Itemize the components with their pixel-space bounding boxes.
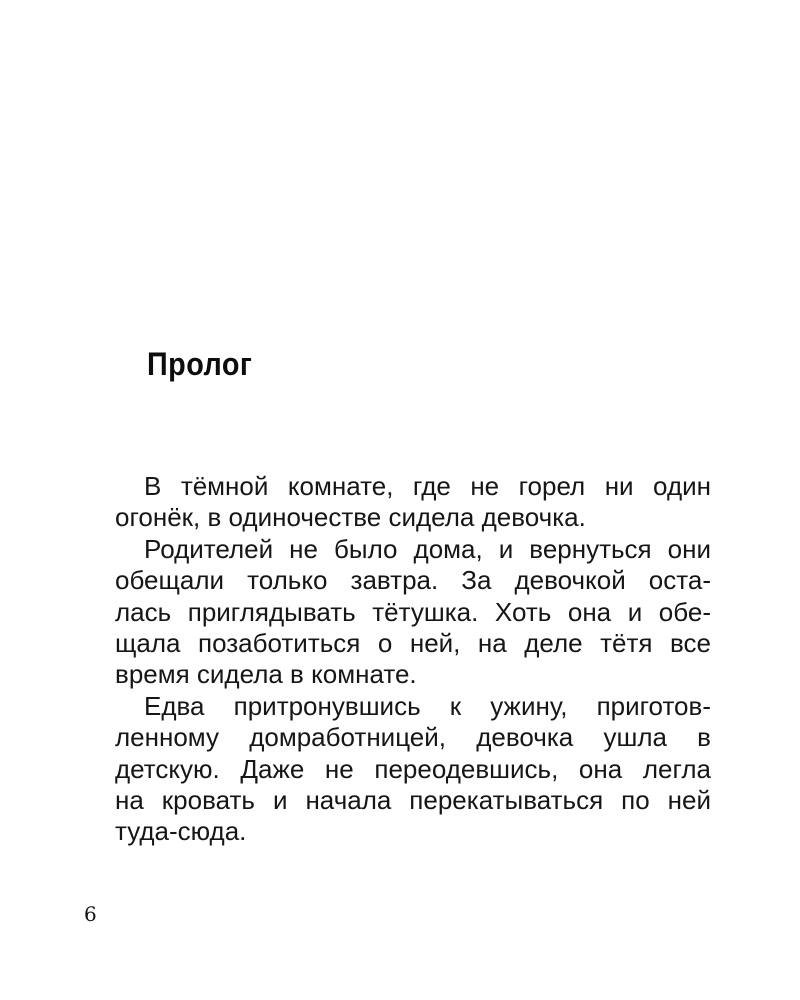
text-line: Родителей не было дома, и вернуться они [144,533,711,564]
paragraph [115,471,711,534]
text-line: Едва притронувшись к ужину, приготов- [144,690,711,721]
text-line: огонёк, в одиночестве сидела девочка. [115,502,586,533]
text-line: В тёмной комнате, где не горел ни один [144,471,711,501]
text-line: лась приглядывать тётушка. Хоть она и обе- [115,596,711,627]
text-line: щала позаботиться о ней, на деле тётя все [115,628,711,659]
text-line: туда-сюда. [115,816,247,847]
paragraph [115,691,711,848]
chapter-heading: Пролог [147,346,253,382]
text-line: обещали только завтра. За девочкой оста- [115,565,711,596]
body-text [115,471,711,848]
text-line: ленному домработницей, девочка ушла в [115,722,711,753]
page-number: 6 [84,902,97,926]
text-line: детскую. Даже не переодевшись, она легла [115,753,711,784]
text-line: время сидела в комнате. [115,659,417,690]
paragraph [115,534,711,691]
text-line: на кровать и начала перекатываться по ней [115,785,711,816]
